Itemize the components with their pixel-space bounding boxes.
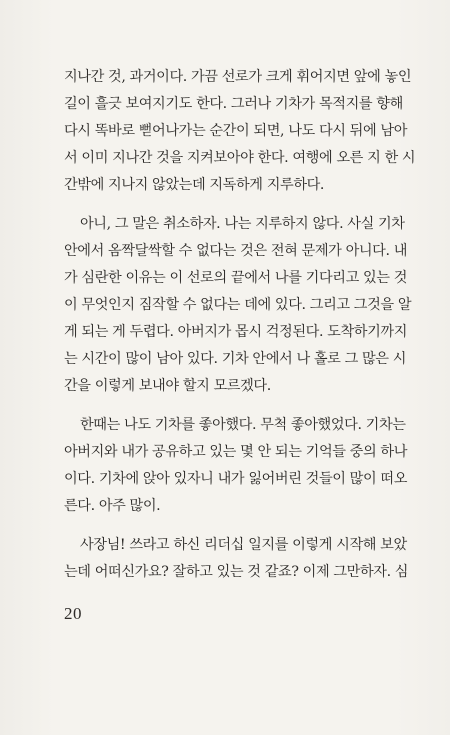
text-line: 이다. 기차에 앉아 있자니 내가 잃어버린 것들이 많이 떠오 — [64, 471, 408, 487]
text-line: 안에서 옴짝달싹할 수 없다는 것은 전혀 문제가 아니다. 내 — [64, 243, 408, 259]
text-line: 른다. 아주 많이. — [64, 498, 161, 514]
paragraph-1 — [64, 64, 416, 199]
text-line: 다시 똑바로 뻗어나가는 순간이 되면, 나도 다시 뒤에 남아 — [64, 123, 408, 139]
text-line: 가 심란한 이유는 이 선로의 끝에서 나를 기다리고 있는 것 — [64, 270, 408, 286]
text-line: 는데 어떠신가요? 잘하고 있는 것 같죠? 이제 그만하자. 심 — [64, 564, 409, 580]
paragraph-2 — [64, 211, 412, 400]
text-line: 사장님! 쓰라고 하신 리더십 일지를 이렇게 시작해 보았 — [80, 537, 407, 553]
body-text — [64, 64, 416, 598]
text-line: 간을 이렇게 보내야 할지 모르겠다. — [64, 378, 271, 394]
text-line: 길이 흘긋 보여지기도 한다. 그러나 기차가 목적지를 향해 — [64, 96, 403, 112]
text-line: 간밖에 지나지 않았는데 지독하게 지루하다. — [64, 177, 325, 193]
text-line: 지나간 것, 과거이다. 가끔 선로가 크게 휘어지면 앞에 놓인 — [64, 69, 412, 85]
text-line: 아니, 그 말은 취소하자. 나는 지루하지 않다. 사실 기차 — [80, 216, 405, 232]
text-line: 이 무엇인지 짐작할 수 없다는 데에 있다. 그리고 그것을 알 — [64, 297, 412, 313]
text-line: 아버지와 내가 공유하고 있는 몇 안 되는 기억들 중의 하나 — [64, 444, 408, 460]
paragraph-4 — [64, 532, 409, 586]
text-line: 서 이미 지나간 것을 지켜보아야 한다. 여행에 오른 지 한 시 — [64, 150, 416, 166]
text-line: 는 시간이 많이 남아 있다. 기차 안에서 나 홀로 그 많은 시 — [64, 351, 407, 367]
text-line: 게 되는 게 두렵다. 아버지가 몹시 걱정된다. 도착하기까지 — [64, 324, 408, 340]
page-number: 20 — [64, 604, 82, 623]
paragraph-3 — [64, 412, 408, 520]
text-line: 한때는 나도 기차를 좋아했다. 무척 좋아했었다. 기차는 — [80, 417, 406, 433]
